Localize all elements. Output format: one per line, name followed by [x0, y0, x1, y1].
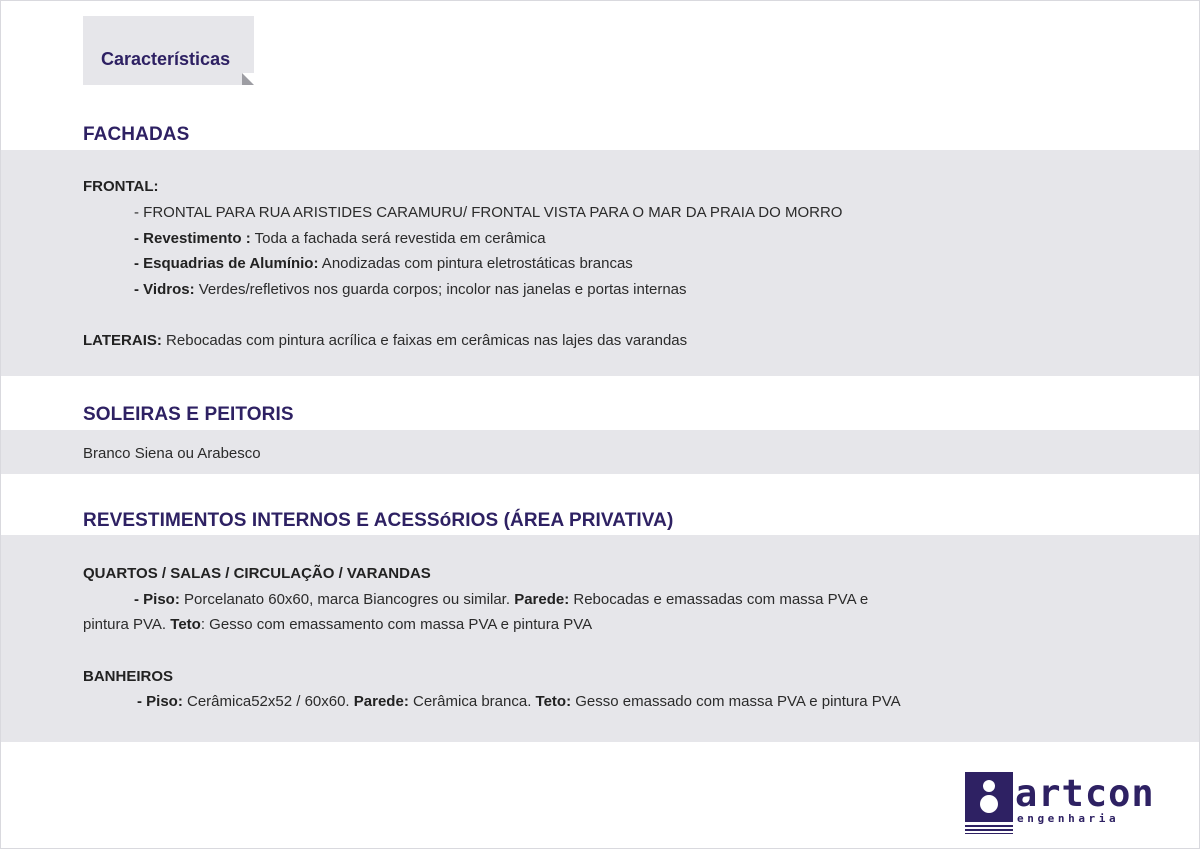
quartos-label: QUARTOS / SALAS / CIRCULAÇÃO / VARANDAS	[83, 565, 431, 582]
revestimentos-title: REVESTIMENTOS INTERNOS E ACESSóRIOS (ÁREA PRIVATIVA)	[83, 510, 674, 531]
esquadrias-line	[134, 255, 633, 272]
frontal-line: - FRONTAL PARA RUA ARISTIDES CARAMURU/ FRONTAL VISTA PARA O MAR DA PRAIA DO MORRO	[134, 204, 843, 221]
logo-subtitle: engenharia	[1017, 812, 1120, 825]
quartos-teto-text: : Gesso com emassamento com massa PVA e pintura PVA	[200, 616, 593, 633]
banheiros-label: BANHEIROS	[83, 668, 174, 685]
quartos-teto-label: Teto	[170, 616, 201, 633]
quartos-line2	[83, 616, 592, 633]
quartos-piso-text: Porcelanato 60x60, marca Biancogres ou similar.	[179, 591, 515, 608]
banheiros-teto-label: Teto:	[535, 693, 572, 710]
fachadas-title: FACHADAS	[83, 124, 190, 145]
esquadrias-text: Anodizadas com pintura eletrostáticas brancas	[318, 255, 633, 272]
banheiros-teto-text: Gesso emassado com massa PVA e pintura PVA	[571, 693, 901, 710]
tab-title: Características	[101, 49, 231, 69]
tab-folded-corner	[242, 73, 254, 85]
logo-word: artcon	[1015, 772, 1155, 815]
caracteristicas-tab	[83, 16, 254, 85]
quartos-line1	[134, 591, 868, 608]
revestimento-line	[134, 230, 546, 247]
banheiros-line	[137, 693, 901, 710]
revestimento-label: - Revestimento :	[134, 230, 251, 247]
quartos-line2-start: pintura PVA.	[83, 616, 171, 633]
laterais-line	[83, 332, 687, 349]
banheiros-parede-label: Parede:	[353, 693, 409, 710]
banheiros-piso-text: Cerâmica52x52 / 60x60.	[182, 693, 354, 710]
esquadrias-label: - Esquadrias de Alumínio:	[134, 255, 319, 272]
frontal-label: FRONTAL:	[83, 178, 159, 195]
revestimento-text: Toda a fachada será revestida em cerâmica	[250, 230, 546, 247]
vidros-label: - Vidros:	[134, 281, 195, 298]
banheiros-parede-text: Cerâmica branca.	[408, 693, 536, 710]
soleiras-title: SOLEIRAS E PEITORIS	[83, 404, 294, 425]
artcon-logo	[965, 772, 1155, 836]
banheiros-piso-label: - Piso:	[137, 693, 183, 710]
soleiras-text: Branco Siena ou Arabesco	[83, 445, 261, 462]
laterais-label: LATERAIS:	[83, 332, 162, 349]
laterais-text: Rebocadas com pintura acrílica e faixas em cerâmicas nas lajes das varandas	[161, 332, 688, 349]
quartos-parede-label: Parede:	[514, 591, 570, 608]
vidros-line	[134, 281, 687, 298]
quartos-piso-label: - Piso:	[134, 591, 180, 608]
artcon-logo-mark	[965, 772, 1013, 834]
vidros-text: Verdes/refletivos nos guarda corpos; incolor nas janelas e portas internas	[194, 281, 687, 298]
quartos-parede-text: Rebocadas e emassadas com massa PVA e	[569, 591, 869, 608]
